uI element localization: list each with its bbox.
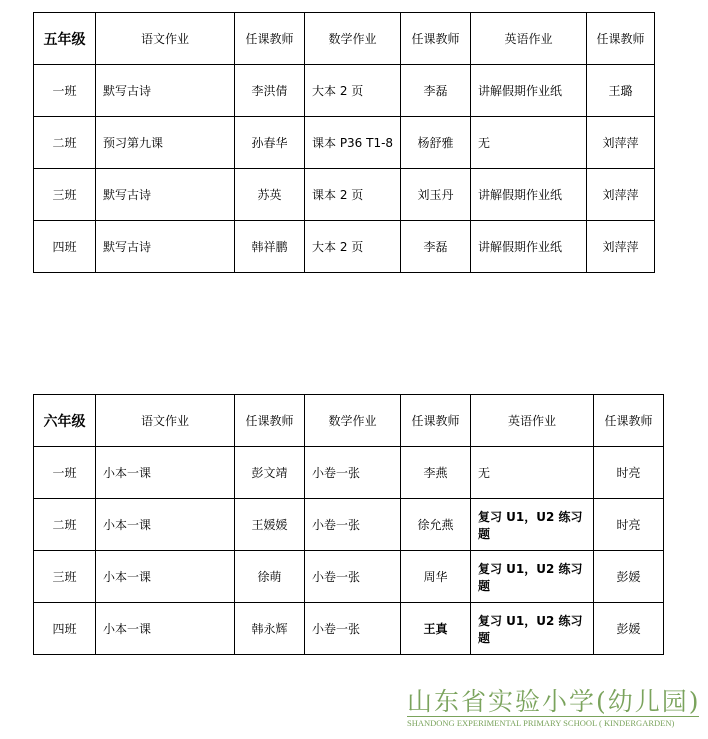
teacher-cell: 李磊: [401, 65, 471, 117]
column-header-teacher: 任课教师: [235, 13, 305, 65]
teacher-cell: 彭媛: [594, 551, 664, 603]
column-header-teacher: 任课教师: [401, 13, 471, 65]
english-homework-cell: 复习 U1，U2 练习题: [471, 551, 594, 603]
chinese-homework-cell: 默写古诗: [96, 221, 235, 273]
teacher-cell: 苏英: [235, 169, 305, 221]
class-cell: 三班: [34, 551, 96, 603]
class-cell: 四班: [34, 221, 96, 273]
teacher-cell: 韩永辉: [235, 603, 305, 655]
math-homework-cell: 课本 P36 T1-8: [305, 117, 401, 169]
table-row: [34, 499, 664, 551]
chinese-homework-cell: 默写古诗: [96, 65, 235, 117]
teacher-cell: 刘萍萍: [587, 117, 655, 169]
grade6-homework-table: [33, 394, 664, 655]
english-homework-cell: 讲解假期作业纸: [471, 221, 587, 273]
chinese-homework-cell: 预习第九课: [96, 117, 235, 169]
chinese-homework-cell: 小本一课: [96, 499, 235, 551]
table-row: [34, 65, 655, 117]
teacher-cell: 李燕: [401, 447, 471, 499]
teacher-cell: 李磊: [401, 221, 471, 273]
column-header-teacher: 任课教师: [235, 395, 305, 447]
math-homework-cell: 小卷一张: [305, 447, 401, 499]
class-cell: 一班: [34, 65, 96, 117]
english-homework-cell: 无: [471, 117, 587, 169]
column-header-teacher: 任课教师: [594, 395, 664, 447]
class-cell: 二班: [34, 499, 96, 551]
table-row: [34, 447, 664, 499]
math-homework-cell: 大本 2 页: [305, 65, 401, 117]
column-header-math: 数学作业: [305, 13, 401, 65]
chinese-homework-cell: 小本一课: [96, 603, 235, 655]
grade5-homework-table: [33, 12, 655, 273]
math-homework-cell: 小卷一张: [305, 551, 401, 603]
teacher-cell: 彭文靖: [235, 447, 305, 499]
english-homework-cell: 讲解假期作业纸: [471, 169, 587, 221]
teacher-cell: 杨舒雅: [401, 117, 471, 169]
chinese-homework-cell: 小本一课: [96, 551, 235, 603]
teacher-cell: 李洪倩: [235, 65, 305, 117]
column-header-math: 数学作业: [305, 395, 401, 447]
school-logo: [407, 688, 699, 728]
table-row: [34, 169, 655, 221]
grade-label: 六年级: [34, 395, 96, 447]
teacher-cell: 时亮: [594, 499, 664, 551]
teacher-cell: 韩祥鹏: [235, 221, 305, 273]
math-homework-cell: 小卷一张: [305, 499, 401, 551]
table-row: [34, 603, 664, 655]
class-cell: 二班: [34, 117, 96, 169]
table-header-row: [34, 395, 664, 447]
table-row: [34, 117, 655, 169]
teacher-cell: 刘萍萍: [587, 221, 655, 273]
teacher-cell: 孙春华: [235, 117, 305, 169]
column-header-chinese: 语文作业: [96, 13, 235, 65]
teacher-cell: 周华: [401, 551, 471, 603]
class-cell: 一班: [34, 447, 96, 499]
table-row: [34, 551, 664, 603]
chinese-homework-cell: 默写古诗: [96, 169, 235, 221]
grade-label: 五年级: [34, 13, 96, 65]
teacher-cell: 彭媛: [594, 603, 664, 655]
teacher-cell: 徐允燕: [401, 499, 471, 551]
math-homework-cell: 小卷一张: [305, 603, 401, 655]
class-cell: 四班: [34, 603, 96, 655]
teacher-cell: 王璐: [587, 65, 655, 117]
teacher-cell: 王媛媛: [235, 499, 305, 551]
teacher-cell: 刘萍萍: [587, 169, 655, 221]
english-homework-cell: 复习 U1，U2 练习题: [471, 499, 594, 551]
class-cell: 三班: [34, 169, 96, 221]
math-homework-cell: 大本 2 页: [305, 221, 401, 273]
english-homework-cell: 无: [471, 447, 594, 499]
teacher-cell: 刘玉丹: [401, 169, 471, 221]
school-name-english: SHANDONG EXPERIMENTAL PRIMARY SCHOOL ( KINDERGARDEN): [407, 716, 699, 728]
column-header-teacher: 任课教师: [587, 13, 655, 65]
school-name-chinese: 山东省实验小学(幼儿园): [407, 687, 701, 716]
table-header-row: [34, 13, 655, 65]
english-homework-cell: 讲解假期作业纸: [471, 65, 587, 117]
english-homework-cell: 复习 U1，U2 练习题: [471, 603, 594, 655]
column-header-english: 英语作业: [471, 13, 587, 65]
column-header-english: 英语作业: [471, 395, 594, 447]
teacher-cell: 王真: [401, 603, 471, 655]
teacher-cell: 徐萌: [235, 551, 305, 603]
column-header-teacher: 任课教师: [401, 395, 471, 447]
table-row: [34, 221, 655, 273]
chinese-homework-cell: 小本一课: [96, 447, 235, 499]
column-header-chinese: 语文作业: [96, 395, 235, 447]
math-homework-cell: 课本 2 页: [305, 169, 401, 221]
teacher-cell: 时亮: [594, 447, 664, 499]
